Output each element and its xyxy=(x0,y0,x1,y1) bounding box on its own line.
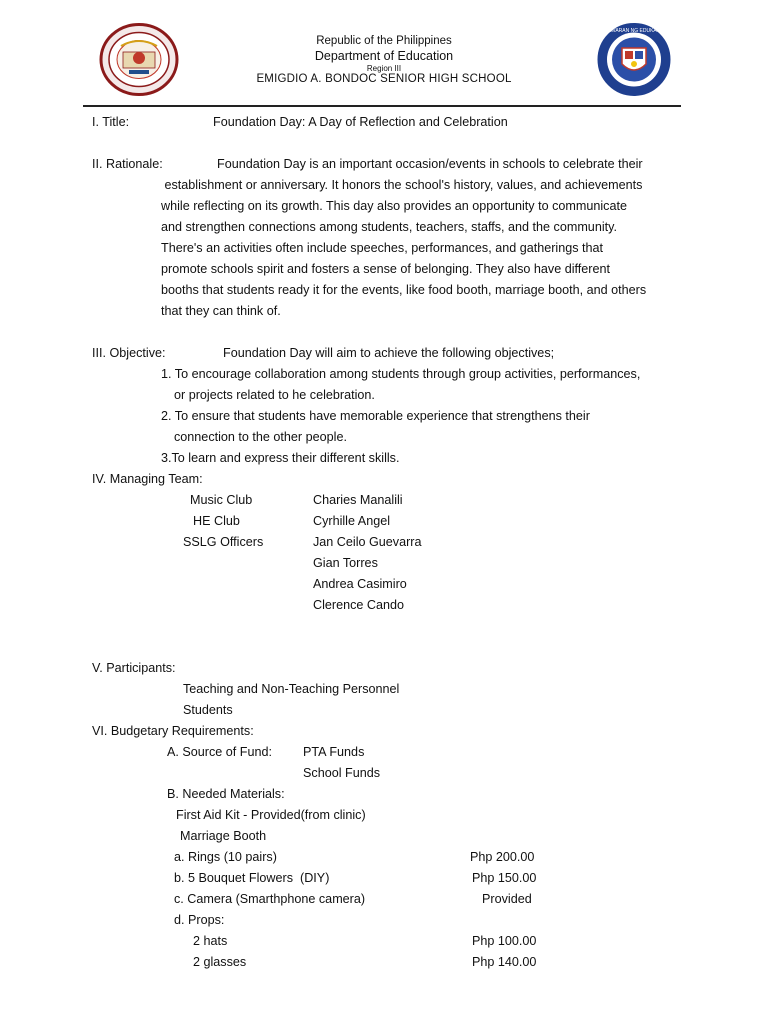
objective-line: or projects related to he celebration. xyxy=(174,388,375,402)
header-region: Region III xyxy=(366,64,402,73)
header-department: Department of Education xyxy=(314,49,454,63)
title-label: I. Title: xyxy=(92,115,130,129)
team-group: Music Club xyxy=(190,493,253,507)
material-cost: Provided xyxy=(482,892,532,906)
material-item: 2 glasses xyxy=(193,955,247,969)
team-member: Charies Manalili xyxy=(313,493,403,507)
material-cost: Php 140.00 xyxy=(472,955,537,969)
participants-label: V. Participants: xyxy=(92,661,176,675)
fund-source: School Funds xyxy=(303,766,381,780)
material-item: 2 hats xyxy=(193,934,228,948)
fund-source: PTA Funds xyxy=(303,745,365,759)
rationale-line: booths that students ready it for the events, like food booth, marriage booth, and others xyxy=(161,283,647,297)
team-member: Gian Torres xyxy=(313,556,378,570)
material-cost: Php 200.00 xyxy=(470,850,535,864)
rationale-label: II. Rationale: xyxy=(92,157,163,171)
managing-team-label: IV. Managing Team: xyxy=(92,472,203,486)
svg-text:KAGAWARAN NG EDUKASYON: KAGAWARAN NG EDUKASYON xyxy=(597,28,671,34)
material-item: c. Camera (Smarthphone camera) xyxy=(174,892,366,906)
needed-materials-label: B. Needed Materials: xyxy=(167,787,285,801)
rationale-line: establishment or anniversary. It honors the school's history, values, and achievements xyxy=(161,178,643,192)
material-item: d. Props: xyxy=(174,913,225,927)
source-of-fund-label: A. Source of Fund: xyxy=(167,745,273,759)
objective-label: III. Objective: xyxy=(92,346,166,360)
team-member: Cyrhille Angel xyxy=(313,514,391,528)
rationale-line: and strengthen connections among students, teachers, staffs, and the community. xyxy=(161,220,617,234)
budget-label: VI. Budgetary Requirements: xyxy=(92,724,254,738)
material-cost: Php 100.00 xyxy=(472,934,537,948)
team-member: Clerence Cando xyxy=(313,598,405,612)
rationale-line: Foundation Day is an important occasion/events in schools to celebrate their xyxy=(217,157,643,171)
team-group: HE Club xyxy=(193,514,240,528)
objective-line: connection to the other people. xyxy=(174,430,347,444)
first-aid-item: First Aid Kit - Provided(from clinic) xyxy=(176,808,366,822)
rationale-line: while reflecting on its growth. This day also provides an opportunity to communicate xyxy=(161,199,627,213)
objective-line: 1. To encourage collaboration among students through group activities, performances, xyxy=(161,367,641,381)
objective-intro: Foundation Day will aim to achieve the following objectives; xyxy=(223,346,555,360)
participant-item: Teaching and Non-Teaching Personnel xyxy=(183,682,400,696)
objective-line: 2. To ensure that students have memorable experience that strengthens their xyxy=(161,409,590,423)
team-member: Andrea Casimiro xyxy=(313,577,407,591)
header-republic: Republic of the Philippines xyxy=(316,35,452,47)
material-cost: Php 150.00 xyxy=(472,871,537,885)
header-divider xyxy=(83,105,681,107)
objective-line: 3.To learn and express their different skills. xyxy=(161,451,400,465)
team-member: Jan Ceilo Guevarra xyxy=(313,535,422,549)
rationale-line: There's an activities often include speeches, performances, and gatherings that xyxy=(161,241,604,255)
header-school-name: EMIGDIO A. BONDOC SENIOR HIGH SCHOOL xyxy=(256,73,512,85)
title-value: Foundation Day: A Day of Reflection and Celebration xyxy=(213,115,508,129)
material-item: b. 5 Bouquet Flowers (DIY) xyxy=(174,871,330,885)
rationale-line: promote schools spirit and fosters a sense of belonging. They also have different xyxy=(161,262,610,276)
material-item: a. Rings (10 pairs) xyxy=(174,850,277,864)
rationale-line: that they can think of. xyxy=(161,304,281,318)
marriage-booth-label: Marriage Booth xyxy=(180,829,267,843)
team-group: SSLG Officers xyxy=(183,535,264,549)
participant-item: Students xyxy=(183,703,233,717)
